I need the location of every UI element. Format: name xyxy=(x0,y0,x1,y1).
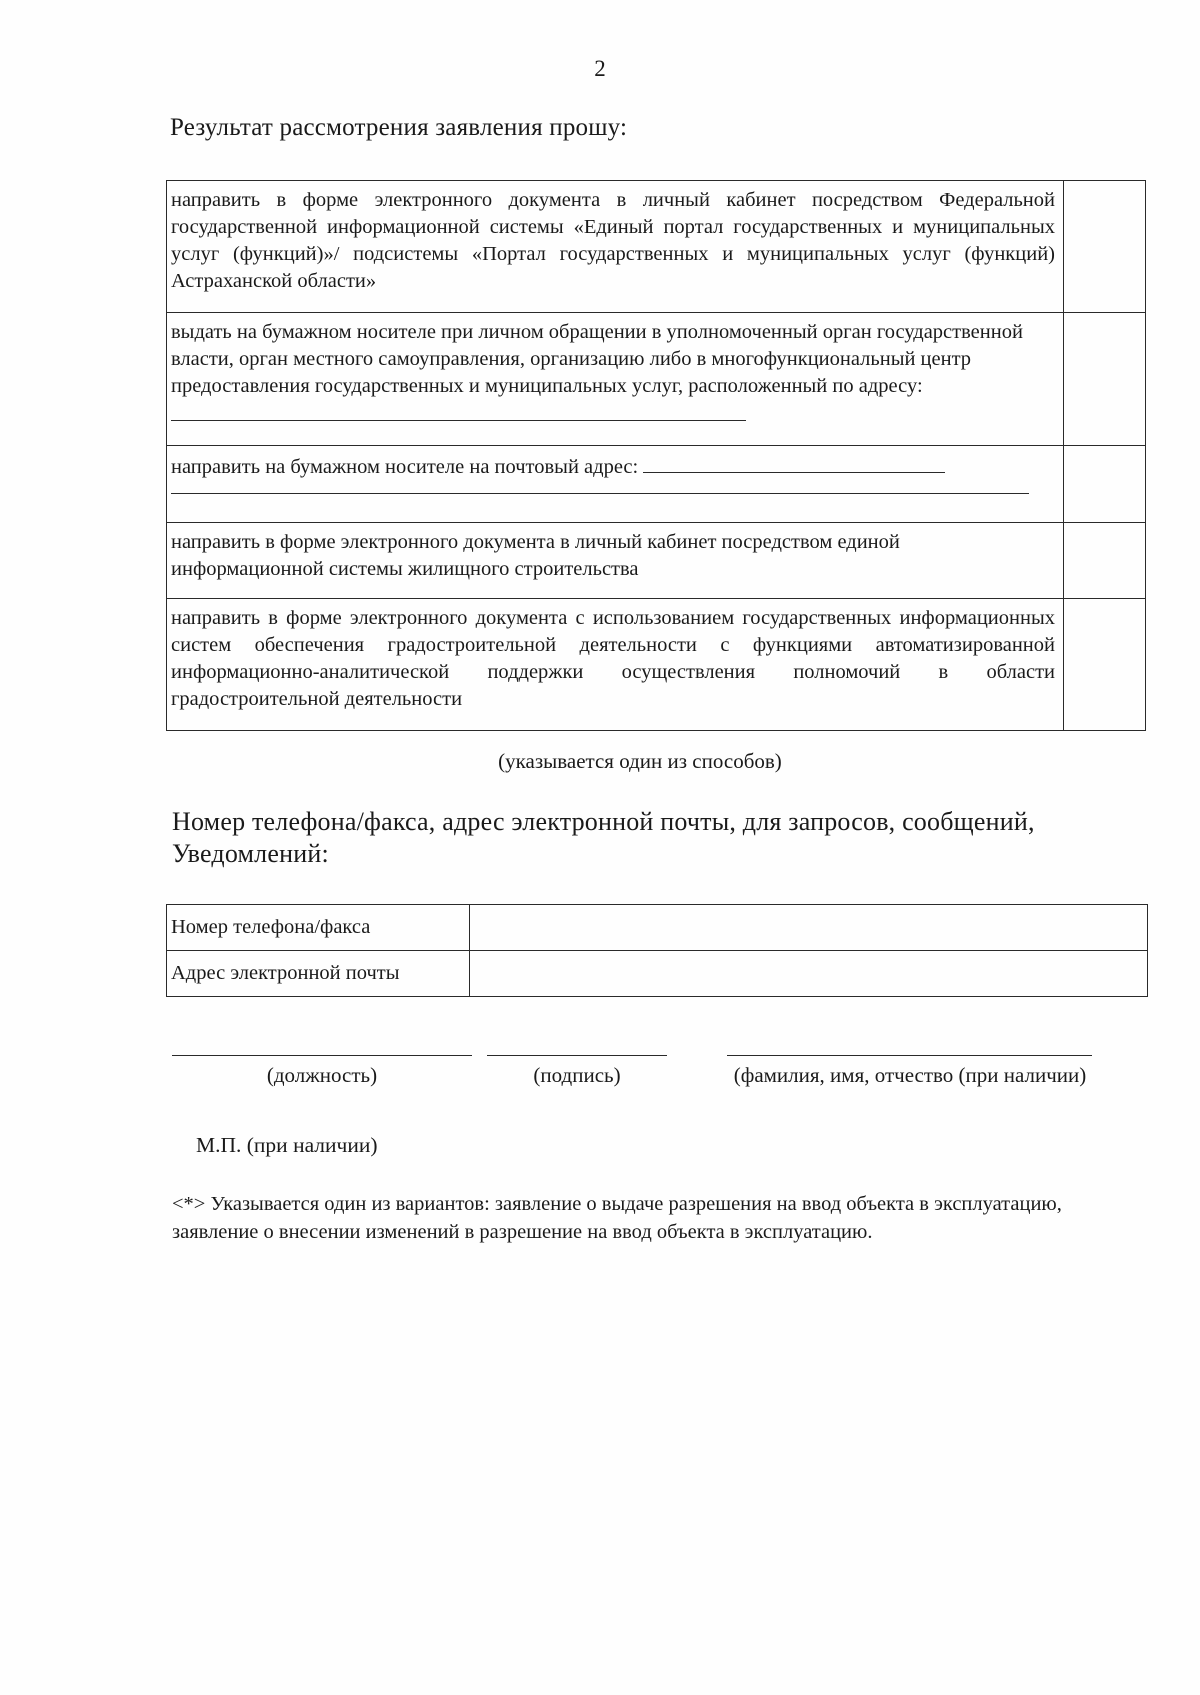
address-input-line[interactable] xyxy=(171,400,746,421)
method-text xyxy=(167,523,1064,599)
position-caption: (должность) xyxy=(266,1063,378,1087)
method-text xyxy=(167,313,1064,446)
delivery-methods-table xyxy=(166,180,1146,731)
table-row xyxy=(167,599,1146,731)
page-number: 2 xyxy=(594,56,606,81)
table-row xyxy=(167,905,1148,951)
table-row xyxy=(167,313,1146,446)
methods-note: (указывается один из способов) xyxy=(498,749,782,773)
method-label: направить в форме электронного документа с использованием государственных информационных систем обеспечения градостроительной деятельности с функциями автоматизированной информационно-аналитической поддержки осуществления полномочий в области градостроительной деятельности xyxy=(171,607,1055,710)
footnote: <*> Указывается один из вариантов: заявление о выдаче разрешения на ввод объекта в эксплуатацию, заявление о внесении изменений в разрешение на ввод объекта в эксплуатацию. xyxy=(172,1193,1062,1243)
method-label: направить на бумажном носителе на почтовый адрес: xyxy=(171,456,639,478)
result-heading: Результат рассмотрения заявления прошу: xyxy=(170,114,628,141)
signature-caption: (подпись) xyxy=(533,1063,621,1087)
full-name-caption: (фамилия, имя, отчество (при наличии) xyxy=(733,1063,1087,1087)
method-label: выдать на бумажном носителе при личном обращении в уполномоченный орган государственной власти, орган местного самоуправления, организацию либо в многофункциональный центр предоставления государственных и муниципальных услуг, расположенный по адресу: xyxy=(171,321,1023,397)
method-checkbox[interactable] xyxy=(1064,523,1146,599)
phone-label: Номер телефона/факса xyxy=(167,905,470,951)
contacts-heading: Номер телефона/факса, адрес электронной почты, для запросов, сообщений, Уведомлений: xyxy=(172,807,1035,868)
phone-field[interactable] xyxy=(470,905,1148,951)
method-label: направить в форме электронного документа в личный кабинет посредством единой информационной системы жилищного строительства xyxy=(171,531,900,580)
position-line[interactable] xyxy=(172,1055,472,1056)
method-checkbox[interactable] xyxy=(1064,181,1146,313)
table-row xyxy=(167,181,1146,313)
table-row xyxy=(167,446,1146,523)
method-text xyxy=(167,181,1064,313)
method-checkbox[interactable] xyxy=(1064,599,1146,731)
stamp-note: М.П. (при наличии) xyxy=(196,1133,378,1157)
contacts-table xyxy=(166,904,1148,997)
full-name-line[interactable] xyxy=(727,1055,1092,1056)
table-row xyxy=(167,523,1146,599)
email-label: Адрес электронной почты xyxy=(167,951,470,997)
method-label: направить в форме электронного документа в личный кабинет посредством Федеральной государственной информационной системы «Единый портал государственных и муниципальных услуг (функций)»/ подсистемы «Портал государственных и муниципальных услуг (функций) Астраханской области» xyxy=(171,189,1055,292)
method-text xyxy=(167,599,1064,731)
method-text xyxy=(167,446,1064,523)
email-field[interactable] xyxy=(470,951,1148,997)
signature-line[interactable] xyxy=(487,1055,667,1056)
postal-address-input-line-2[interactable] xyxy=(171,481,1029,494)
method-checkbox[interactable] xyxy=(1064,313,1146,446)
table-row xyxy=(167,951,1148,997)
postal-address-input-line[interactable] xyxy=(643,452,945,473)
method-checkbox[interactable] xyxy=(1064,446,1146,523)
